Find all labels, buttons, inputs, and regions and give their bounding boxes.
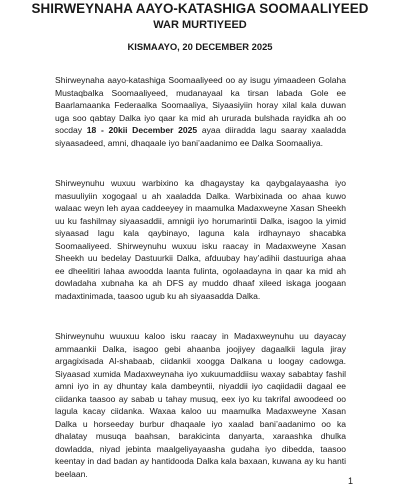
document-title: SHIRWEYNAHA AAYO-KATASHIGA SOOMAALIYEED (31, 1, 369, 16)
paragraph-1-date-range: 18 - 20kii December 2025 (86, 125, 198, 135)
paragraph-2: Shirweynuhu wuxuu warbixino ka dhagaystay ka qaybgalayaasha iyo masuuliyiin xogogaal u ah xaaladda Dalka. Warbixinada oo ahaa kuwo walaac weyn leh ayaa caddeeyey in maamulka Madaxweyne Xasan Sheekh uu ku fashilmay siyaasaddii, amnigii iyo horumarintii Dalka, isagoo la yimid siyaasad lagu kala qaybinayo, laguna kala irdhaynayo shacabka Soomaaliyeed. Shirweynuhu wuxuu isku raacay in Madaxweyne Xasan Sheekh uu bedelay Dastuurkii Dalka, afduubay hay’adihii dastuuriga ahaa ee dheelitiri lahaa awoodda laanta fulinta, ogolaadayna in qaar ka mid ah dowladaha xubnaha ka ah DFS ay muddo dhaaf xileed iskaga joogaan madaxtinimada, taasoo ugub ku ah siyaasadda Dalka. (55, 178, 346, 301)
paragraph-3: Shirweynuhu wuuxuu kaloo isku raacay in Madaxweynuhu uu dayacay ammaankii Dalka, isagoo gebi ahaanba joojiyey dagaalkii lagula jiray argagixisada Al-shabaab, ciidankii xoogga Dalkana u loogay cadowga. Siyaasad xumida Madaxweynaha iyo xukuumaddiisu waxay sababtay fashil amni iyo in ay dhuntay kala dambeyntii, niyaddii iyo caqiidadii dagaal ee ciidanka taasoo ay sabab u tahay musuq, eex iyo ku takrifal awoodeed oo lagula kacay ciidanka. Waxaa kaloo uu maamulka Madaxweyne Xasan Dalka u horseeday burbur dhaqaale iyo xaalad bani’aadanimo oo ka dhalatay musuqa baahsan, barakicinta danyarta, xaraashka dhulka dowladda, niyad jebinta maalgeliyayaasha gudaha iyo dibedda, taasoo keentay in dad badan ay hantidooda Dalka kala baxaan, kuwana ay ku hanti beelaan. (55, 331, 346, 479)
dateline: KISMAAYO, 20 DECEMBER 2025 (127, 41, 273, 52)
paragraph-1-text-end: ayaa diiradda lagu saaray xaaladda siyaasadeed, amni, dhaqaale iyo bani’aadanimo ee Dalka Soomaaliya. (55, 125, 346, 148)
paragraph-1 (55, 74, 346, 149)
document-subtitle: WAR MURTIYEED (153, 19, 247, 31)
paragraph-1-text-start: Shirweynaha aayo-katashiga Soomaaliyeed oo ay isugu yimaadeen Golaha Mustaqbalka Soomaaliyeed, mudanayaal ka tirsan labada Gole ee Baarlamaanka Federaalka Soomaaliya, Siyaasiyiin horay xilal kala duwan uga soo qabtay Dalka iyo qaar ka mid ah ururada bulshada rayidka ah oo socday (55, 75, 346, 135)
page-number: 1 (347, 476, 353, 486)
